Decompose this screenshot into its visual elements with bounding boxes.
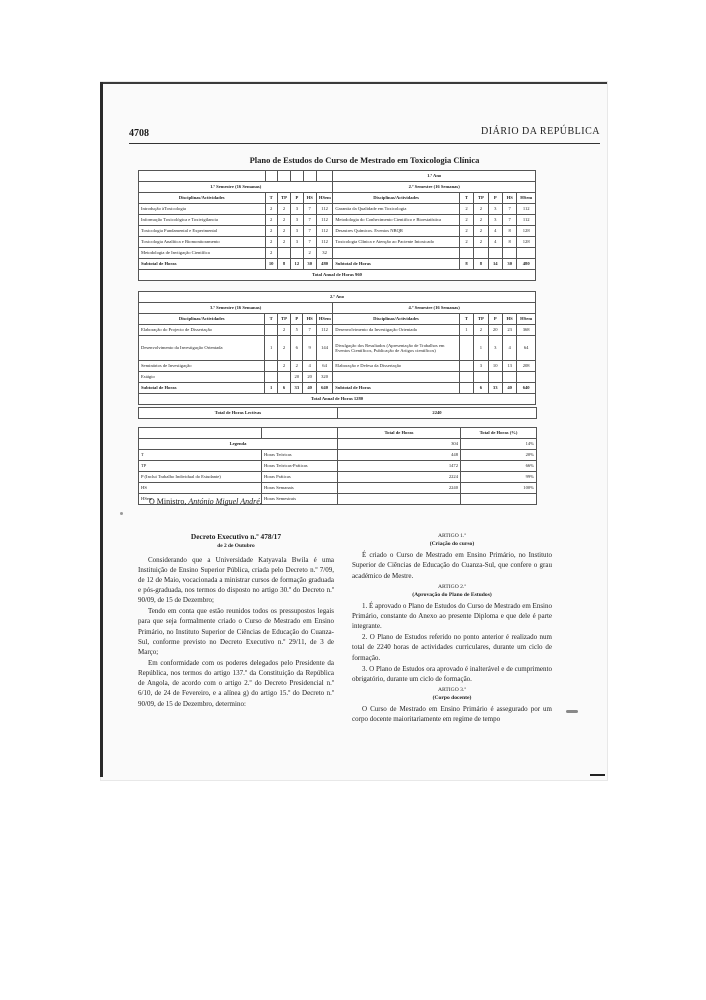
sem3-label: 3.º Semestre (16 Semanas) <box>139 303 333 314</box>
subtotal-row: Subtotal de Horas 10 8 12 30 480 Subtotal de Horas 8 8 14 30 480 <box>139 259 536 270</box>
scan-edge-mark <box>590 774 605 776</box>
sem1-label: 1.º Semestre (16 Semanas) <box>139 182 333 193</box>
subtotal-row: Subtotal de Horas 1 6 33 40 640 Subtotal de Horas 6 33 40 640 <box>139 383 536 394</box>
page-number: 4708 <box>129 128 149 139</box>
article-3-text: O Curso de Mestrado em Ensino Primário é assegurado por um corpo docente maioritariamente em regime de tempo <box>352 705 552 724</box>
legend-title: Legenda <box>139 439 338 450</box>
decree-paragraph: Tendo em conta que estão reunidos todos os pressupostos legais para que seja formalmente criado o Curso de Mestrado em Ensino Primário, no Instituto Superior de Ciências de Educação do Cuanza-Sul, conforme previsto no Decreto Executivo n.º 29/11, de 3 de Março; <box>138 607 334 656</box>
legend-pct-col: Total de Horas (%) <box>461 428 537 439</box>
table-row: Elaboração do Projecto de Dissertação 2 5 7 112 Desenvolvimento da Investigação Orientada 1 2 20 23 368 <box>139 325 536 336</box>
table-row: Toxicologia Fundamental e Experimental 2 2 3 7 112 Desastres Químicos. Eventos NBQR 2 2 4 8 128 <box>139 226 536 237</box>
article-2-point-1: 1. É aprovado o Plano de Estudos do Curso de Mestrado em Ensino Primário, constante do Anexo ao presente Diploma e que dele é parte integrante. <box>352 601 552 631</box>
decree-right-column <box>352 530 552 725</box>
page-top-edge <box>103 82 607 84</box>
year1-annual-total: Total Anual de Horas 960 <box>139 270 536 281</box>
total-hours-label: Total de Horas Lectivas <box>139 408 338 419</box>
table-row: Introdução àToxicologia 2 2 3 7 112 Garantia da Qualidade em Toxicologia 2 2 3 7 112 <box>139 204 536 215</box>
header-rule <box>129 143 600 144</box>
table-row: Toxicologia Analítica e Biomonitoramento 2 2 3 7 112 Toxicologia Clínica e Atenção ao Paciente Intoxicado 2 2 4 8 128 <box>139 237 536 248</box>
article-1-title: (Criação do curso) <box>429 541 475 548</box>
sem4-label: 4.º Semestre (16 Semanas) <box>333 303 536 314</box>
legend-row: T Horas Teóricas 448 20% <box>139 450 537 461</box>
article-2-point-3: 3. O Plano de Estudos ora aprovado é inalterável e de cumprimento obrigatório, durante um ciclo de formação. <box>352 664 552 683</box>
minister-name: António Miguel André. <box>188 497 262 506</box>
legend-row: HS Horas Semanais 2240 100% <box>139 483 537 494</box>
scan-speck <box>120 512 123 515</box>
year2-header-row: Disciplinas/Actividades T TP P HS HSem Disciplinas/Actividades T TP P HS HSem <box>139 314 536 325</box>
table-row: Metodologia de Invtigação Científica 2 2 32 <box>139 248 536 259</box>
decree-title: Decreto Executivo n.º 478/17 <box>190 532 282 541</box>
decree-date: de 2 de Outubro <box>217 542 255 549</box>
article-2-title: (Aprovação do Plano de Estudos) <box>412 591 492 598</box>
table-row: Desenvolvimento da Investigação Orientada 1 2 6 9 144 Divulgação dos Resultados (Apresentação de Trabalhos em Eventos Científicos, Publicação de Artigos científicos) 1 3 4 64 <box>139 336 536 361</box>
page-left-edge <box>100 82 103 777</box>
article-2-point-2: 2. O Plano de Estudos referido no ponto anterior é realizado num total de 2240 horas de actividades curriculares, durante um ciclo de formação. <box>352 633 552 662</box>
year2-table <box>138 291 536 405</box>
scan-smudge <box>566 710 578 713</box>
article-3-label: ARTIGO 3.º <box>437 686 467 693</box>
table-row: Informação Toxicológica e Toxivigilancia 2 2 3 7 112 Metodologia do Conhecimento Cientifico e Bioestatística 2 2 3 7 112 <box>139 215 536 226</box>
legend-table: Total de Horas Total de Horas (%) Legenda 304 14% T Horas Teóricas 448 20% TP Horas Teóricas-Práticas 1472 66% P (Inclui Trabalho Individual do Estudante) Horas Práticas 2224 99% HS Horas Semanais 2240 100% HSem Horas Semestrais <box>138 427 537 505</box>
table-row: Estágio 20 20 320 <box>139 372 536 383</box>
decree-paragraph: Em conformidade com os poderes delegados pelo Presidente da República, nos termos do artigo 137.º da Constituição da República de Angola, de acordo com o artigo 2.º do Decreto Presidencial n.º 6/10, de 24 de Fevereiro, e a alínea g) do artigo 15.º do Decreto n.º 90/09, de 15 de Dezembro, determino: <box>138 658 334 708</box>
year1-label: 1.º Ano <box>333 171 536 182</box>
article-2-label: ARTIGO 2.º <box>437 583 467 590</box>
article-1-text: É criado o Curso de Mestrado em Ensino Primário, no Instituto Superior de Ciências de Educação do Cuanza-Sul, que confere o grau académico de Mestre. <box>352 551 552 580</box>
year2-annual-total: Total Anual de Horas 1280 <box>139 394 536 405</box>
year1-table <box>138 170 536 281</box>
year1-header-row: Disciplinas/Actividades T TP P HS HSem Disciplinas/Actividades T TP P HS HSem <box>139 193 536 204</box>
table-row: Seminários de Investigação 2 2 4 64 Elaboração e Defesa da Dissertação 3 10 13 208 <box>139 361 536 372</box>
legend-row: HSem Horas Semestrais <box>139 494 537 505</box>
decree-left-column <box>138 532 334 710</box>
article-1-label: ARTIGO 1.º <box>437 533 467 539</box>
decree-paragraph: Considerando que a Universidade Katyavala Bwila é uma Instituição de Ensino Superior Pública, criada pelo Decreto n.º 7/09, de 12 de Maio, vocacionada a ministrar cursos de formação graduada e pós-graduada, nos termos do disposto no artigo 30.º do Decreto n.º 90/09, de 15 de Dezembro; <box>138 555 334 605</box>
total-hours-value: 2240 <box>338 408 537 419</box>
total-hours-table <box>138 407 537 419</box>
year2-label: 2.º Ano <box>139 292 536 303</box>
legend-row: TP Horas Teóricas-Práticas 1472 66% <box>139 461 537 472</box>
plan-title: Plano de Estudos do Curso de Mestrado em Toxicologia Clínica <box>249 155 480 165</box>
minister-signature: O Ministro, António Miguel André. <box>149 497 262 506</box>
legend-hours-col: Total de Horas <box>338 428 461 439</box>
legend-row: P (Inclui Trabalho Individual do Estudante) Horas Práticas 2224 99% <box>139 472 537 483</box>
sem2-label: 2.º Semestre (16 Semanas) <box>333 182 536 193</box>
publication-title: DIÁRIO DA REPÚBLICA <box>481 126 600 137</box>
article-3-title: (Corpo docente) <box>432 695 472 702</box>
